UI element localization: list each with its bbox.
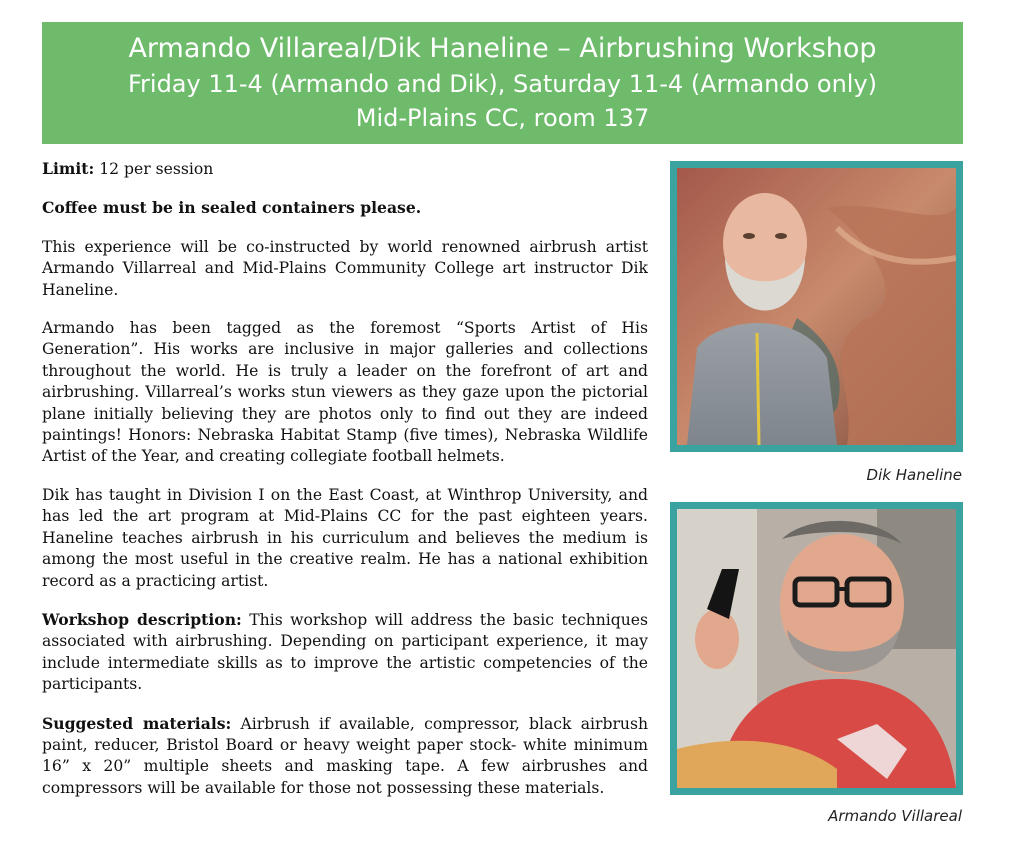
description-column	[42, 158, 648, 816]
dik-photo-caption: Dik Haneline	[866, 466, 962, 484]
armando-photo-image	[677, 509, 956, 788]
schedule-line: Friday 11-4 (Armando and Dik), Saturday 11-4 (Armando only)	[127, 70, 878, 98]
armando-photo-frame	[670, 502, 963, 795]
armando-photo-caption: Armando Villareal	[828, 807, 962, 825]
suggested-materials	[42, 713, 648, 800]
coffee-note-text: Coffee must be in sealed containers please.	[42, 198, 422, 218]
dik-photo	[677, 168, 956, 445]
limit-value: 12 per session	[94, 160, 214, 178]
coffee-note	[42, 197, 648, 219]
dik-photo-image	[677, 168, 956, 445]
workshop-text: This workshop will address the basic techniques associated with airbrushing. Depending on participant experience, it may include intermediate skills as to improve the artistic competencies of the participants.	[42, 610, 648, 694]
armando-photo	[677, 509, 956, 788]
workshop-label: Workshop description:	[42, 609, 242, 629]
limit-line	[42, 158, 648, 180]
dik-photo-frame	[670, 161, 963, 452]
materials-label: Suggested materials:	[42, 713, 232, 733]
dik-paragraph: Dik has taught in Division I on the East Coast, at Winthrop University, and has led the art program at Mid-Plains CC for the past eighteen years. Haneline teaches airbrush in his curriculum and believes the medium is among the most useful in the creative realm. He has a national exhibition record as a practicing artist.	[42, 485, 648, 590]
header-banner	[42, 22, 963, 144]
workshop-title: Armando Villareal/Dik Haneline – Airbrushing Workshop	[128, 33, 877, 64]
intro-paragraph: This experience will be co-instructed by world renowned airbrush artist Armando Villarreal and Mid-Plains Community College art instructor Dik Haneline.	[42, 237, 648, 299]
armando-paragraph: Armando has been tagged as the foremost “Sports Artist of His Generation”. His works are inclusive in major galleries and collections throughout the world. He is truly a leader on the forefront of art and airbrushing. Villarreal’s works stun viewers as they gaze upon the pictorial plane initially believing they are photos only to find out they are indeed paintings! Honors: Nebraska Habitat Stamp (five times), Nebraska Wildlife Artist of the Year, and creating collegiate football helmets.	[42, 319, 648, 466]
location-line: Mid-Plains CC, room 137	[355, 104, 650, 132]
workshop-description	[42, 609, 648, 696]
materials-text: Airbrush if available, compressor, black airbrush paint, reducer, Bristol Board or heavy weight paper stock- white minimum 16” x 20” multiple sheets and masking tape. A few airbrushes and compressors will be available for those not possessing these materials.	[42, 714, 648, 797]
limit-label: Limit:	[42, 159, 95, 178]
